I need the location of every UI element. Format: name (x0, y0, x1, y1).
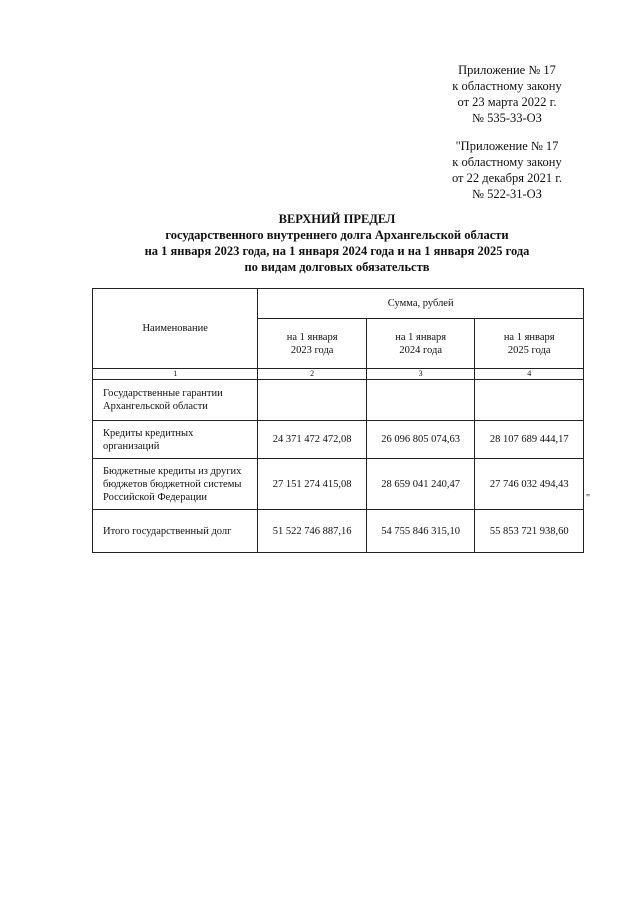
appendix-current-line: от 23 марта 2022 г. (457, 95, 557, 109)
appendix-previous-line: от 22 декабря 2021 г. (451, 171, 563, 185)
header-date-line: на 1 января (503, 331, 555, 343)
title-line: ВЕРХНИЙ ПРЕДЕЛ (278, 212, 396, 226)
value-2025: 28 107 689 444,17 (475, 421, 584, 459)
appendix-previous-line: "Приложение № 17 (455, 139, 559, 153)
value-2024: 28 659 041 240,47 (366, 459, 475, 510)
value-2023: 51 522 746 887,16 (258, 510, 367, 553)
appendix-previous (432, 138, 582, 202)
title-line: государственного внутреннего долга Архангельской области (165, 228, 509, 242)
debt-limit-table (92, 288, 584, 553)
value-2025 (475, 380, 584, 421)
header-date-line: на 1 января (286, 331, 338, 343)
appendix-previous-line: к областному закону (452, 155, 562, 169)
header-date-2024 (366, 319, 475, 369)
appendix-previous-line: № 522-31-ОЗ (472, 187, 542, 201)
header-date-2025 (475, 319, 584, 369)
header-date-2023 (258, 319, 367, 369)
header-date-line: 2024 года (399, 344, 442, 356)
appendix-current-line: № 535-33-ОЗ (472, 111, 542, 125)
header-date-line: 2025 года (507, 344, 551, 356)
value-2025: 27 746 032 494,43 (475, 459, 584, 510)
appendix-current-line: к областному закону (452, 79, 562, 93)
value-2023: 27 151 274 415,08 (258, 459, 367, 510)
header-name: Наименование (93, 289, 258, 369)
title-line: по видам долговых обязательств (244, 260, 430, 274)
column-number: 4 (475, 369, 584, 380)
value-2024 (366, 380, 475, 421)
header-sum: Сумма, рублей (258, 289, 584, 319)
appendix-current-line: Приложение № 17 (458, 63, 556, 77)
table-row (93, 380, 584, 421)
value-2023: 24 371 472 472,08 (258, 421, 367, 459)
row-name: Государственные гарантии Архангельской области (93, 380, 258, 421)
table-row (93, 459, 584, 510)
closing-quote: " (586, 493, 591, 504)
value-2024: 54 755 846 315,10 (366, 510, 475, 553)
row-name: Итого государственный долг (93, 510, 258, 553)
column-number-row (93, 369, 584, 380)
value-2023 (258, 380, 367, 421)
title-line: на 1 января 2023 года, на 1 января 2024 года и на 1 января 2025 года (144, 244, 530, 258)
column-number: 2 (258, 369, 367, 380)
row-name: Бюджетные кредиты из других бюджетов бюджетной системы Российской Федерации (93, 459, 258, 510)
table-row (93, 421, 584, 459)
header-date-line: на 1 января (395, 331, 447, 343)
appendix-current (432, 62, 582, 126)
header-date-line: 2023 года (290, 344, 334, 356)
document-title (90, 211, 584, 275)
value-2025: 55 853 721 938,60 (475, 510, 584, 553)
row-name: Кредиты кредитных организаций (93, 421, 258, 459)
column-number: 3 (366, 369, 475, 380)
total-row (93, 510, 584, 553)
column-number: 1 (93, 369, 258, 380)
value-2024: 26 096 805 074,63 (366, 421, 475, 459)
